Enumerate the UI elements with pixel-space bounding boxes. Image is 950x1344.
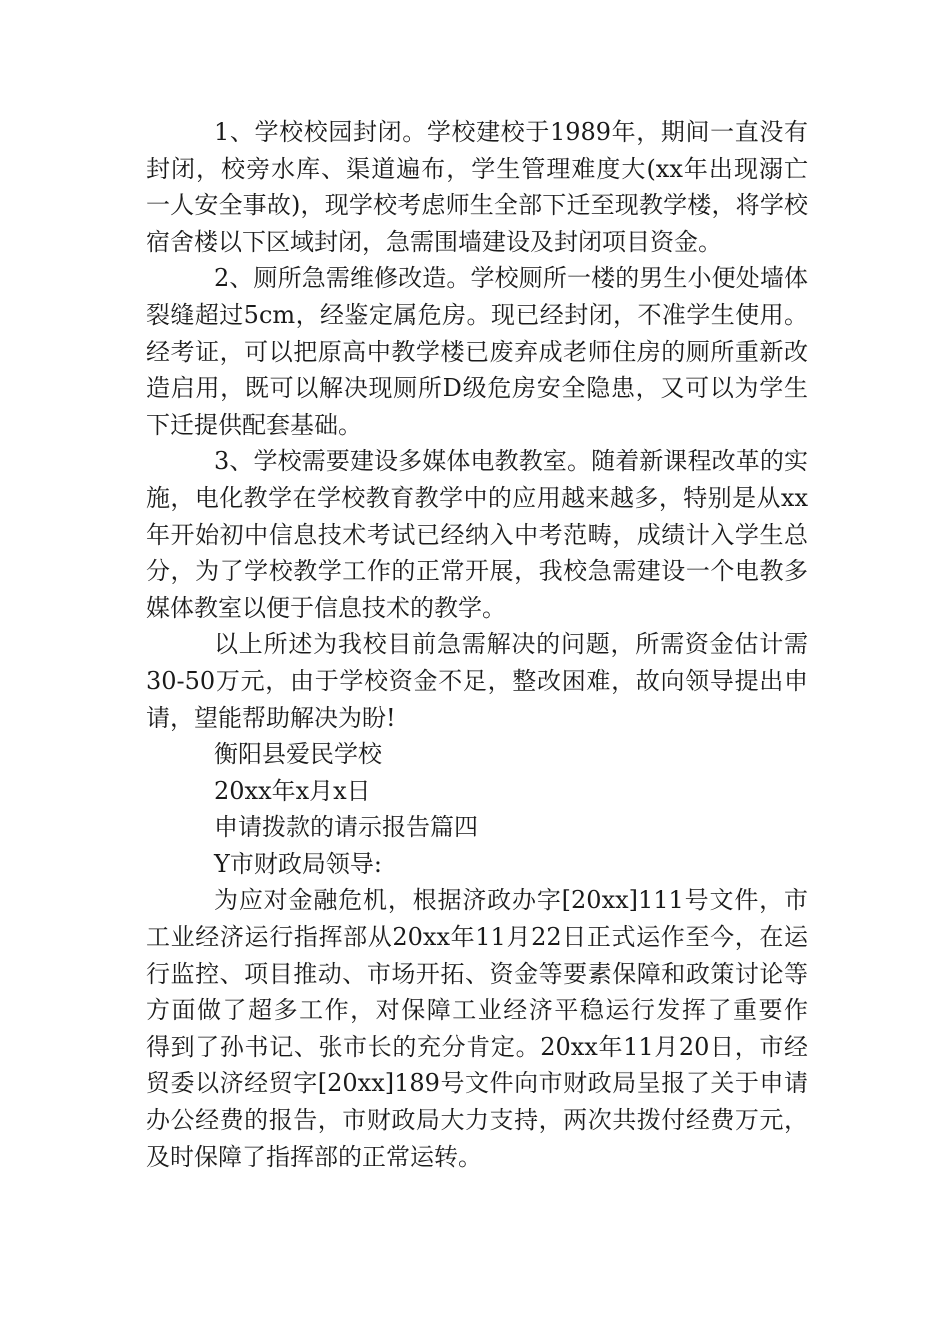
paragraph-line: 分，为了学校教学工作的正常开展，我校急需建设一个电教多 — [146, 557, 808, 586]
paragraph-line: 年开始初中信息技术考试已经纳入中考范畴，成绩计入学生总 — [146, 520, 808, 549]
paragraph-line: 以上所述为我校目前急需解决的问题，所需资金估计需 — [214, 630, 808, 659]
paragraph-line: 裂缝超过5cm，经鉴定属危房。现已经封闭，不准学生使用。 — [146, 300, 808, 329]
paragraph-line: 1、学校校园封闭。学校建校于1989年，期间一直没有 — [214, 118, 808, 146]
paragraph-line: 宿舍楼以下区域封闭，急需围墙建设及封闭项目资金。 — [146, 227, 722, 256]
paragraph-line: 请，望能帮助解决为盼! — [146, 703, 396, 732]
paragraph-line: 3、学校需要建设多媒体电教教室。随着新课程改革的实 — [214, 447, 808, 476]
paragraph-line: 贸委以济经贸字[20xx]189号文件向市财政局呈报了关于申请 — [146, 1069, 808, 1098]
salutation: Y市财政局领导: — [214, 849, 382, 878]
paragraph-line: 为应对金融危机，根据济政办字[20xx]111号文件，市 — [214, 886, 808, 915]
paragraph-line: 工业经济运行指挥部从20xx年11月22日正式运作至今，在运 — [146, 923, 808, 952]
paragraph-line: 媒体教室以便于信息技术的教学。 — [146, 593, 506, 622]
paragraph-line: 及时保障了指挥部的正常运转。 — [146, 1142, 482, 1171]
paragraph-line: 2、厕所急需维修改造。学校厕所一楼的男生小便处墙体 — [214, 264, 808, 293]
signature-date: 20xx年x月x日 — [214, 776, 371, 805]
paragraph-line: 30-50万元，由于学校资金不足，整改困难，故向领导提出申 — [146, 666, 808, 695]
paragraph-line: 行监控、项目推动、市场开拓、资金等要素保障和政策讨论等 — [146, 959, 808, 988]
section-title: 申请拨款的请示报告篇四 — [214, 813, 478, 842]
paragraph-line: 办公经费的报告，市财政局大力支持，两次共拨付经费万元， — [146, 1106, 808, 1135]
paragraph-line: 得到了孙书记、张市长的充分肯定。20xx年11月20日，市经 — [146, 1032, 808, 1061]
paragraph-line: 下迁提供配套基础。 — [146, 410, 362, 439]
paragraph-line: 造启用，既可以解决现厕所D级危房安全隐患，又可以为学生 — [146, 374, 808, 403]
paragraph-line: 封闭，校旁水库、渠道遍布，学生管理难度大(xx年出现溺亡 — [146, 154, 808, 183]
signature-school: 衡阳县爱民学校 — [214, 740, 382, 769]
paragraph-line: 经考证，可以把原高中教学楼已废弃成老师住房的厕所重新改 — [146, 337, 808, 366]
paragraph-line: 方面做了超多工作，对保障工业经济平稳运行发挥了重要作 — [146, 996, 808, 1025]
paragraph-line: 一人安全事故)，现学校考虑师生全部下迁至现教学楼，将学校 — [146, 191, 808, 220]
paragraph-line: 施，电化教学在学校教育教学中的应用越来越多，特别是从xx — [146, 483, 808, 512]
document-body — [146, 114, 808, 1175]
